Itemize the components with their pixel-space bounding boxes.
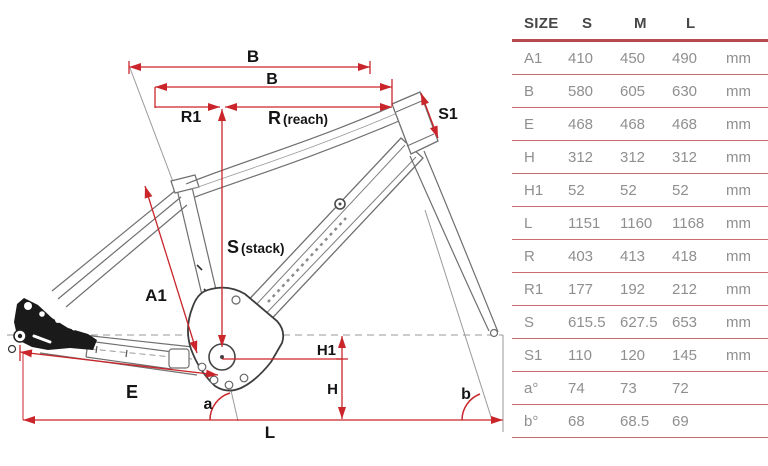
value-s: 468 <box>568 115 594 133</box>
row-label: H <box>524 148 535 166</box>
value-s: 1151 <box>568 214 601 232</box>
dim-label-r: R <box>268 108 281 128</box>
unit: mm <box>726 148 751 166</box>
table-row <box>512 75 768 108</box>
value-s: 403 <box>568 247 594 265</box>
unit: mm <box>726 313 751 331</box>
value-m: 1160 <box>620 214 653 232</box>
value-m: 468 <box>620 115 646 133</box>
table-row <box>512 240 768 273</box>
table-header <box>512 7 768 42</box>
value-m: 52 <box>620 181 637 199</box>
down-tube-battery <box>241 138 423 328</box>
row-label: S1 <box>524 346 543 364</box>
value-l: 312 <box>672 148 698 166</box>
value-m: 312 <box>620 148 646 166</box>
table-row <box>512 108 768 141</box>
dim-label-r1: R1 <box>180 109 202 126</box>
row-label: S <box>524 313 535 331</box>
unit: mm <box>726 49 751 67</box>
row-label: E <box>524 115 535 133</box>
unit: mm <box>726 346 751 364</box>
value-s: 312 <box>568 148 594 166</box>
value-m: 627.5 <box>620 313 658 331</box>
value-s: 110 <box>568 346 592 364</box>
header-size-m: M <box>634 14 647 32</box>
table-row <box>512 207 768 240</box>
unit: mm <box>726 181 751 199</box>
table-row <box>512 42 768 75</box>
dim-label-r-sub: (reach) <box>283 112 329 127</box>
value-s: 615.5 <box>568 313 606 331</box>
unit: mm <box>726 115 751 133</box>
table-row <box>512 339 768 372</box>
value-s: 410 <box>568 49 594 67</box>
dim-label-l: L <box>264 423 276 442</box>
value-l: 630 <box>672 82 698 100</box>
table-row <box>512 405 768 438</box>
table-row <box>512 306 768 339</box>
dim-label-angle-a: a <box>203 396 213 413</box>
header-size-l: L <box>686 14 696 32</box>
value-l: 72 <box>672 379 689 397</box>
row-label: L <box>524 214 533 232</box>
value-m: 413 <box>620 247 646 265</box>
geometry-table <box>512 7 768 438</box>
dim-label-a1: A1 <box>145 286 167 305</box>
row-label: a° <box>524 379 539 397</box>
unit: mm <box>726 280 751 298</box>
dim-label-h1: H1 <box>316 342 336 359</box>
header-size: SIZE <box>524 14 559 32</box>
unit: mm <box>726 214 751 232</box>
value-l: 468 <box>672 115 698 133</box>
value-l: 1168 <box>672 214 705 232</box>
dim-label-b-outer: B <box>246 47 260 66</box>
value-l: 653 <box>672 313 698 331</box>
row-label: R1 <box>524 280 544 298</box>
table-row <box>512 372 768 405</box>
value-s: 580 <box>568 82 594 100</box>
rear-dropout <box>9 298 98 353</box>
value-l: 69 <box>672 412 689 430</box>
dim-label-s1: S1 <box>438 106 458 123</box>
value-l: 490 <box>672 49 698 67</box>
unit: mm <box>726 247 751 265</box>
value-l: 212 <box>672 280 698 298</box>
value-s: 177 <box>568 280 594 298</box>
dim-label-e: E <box>125 382 139 402</box>
value-s: 52 <box>568 181 585 199</box>
value-m: 450 <box>620 49 646 67</box>
dim-label-h: H <box>327 381 338 398</box>
value-l: 52 <box>672 181 689 199</box>
row-label: R <box>524 247 535 265</box>
value-m: 68.5 <box>620 412 650 430</box>
row-label: b° <box>524 412 539 430</box>
value-s: 74 <box>568 379 585 397</box>
value-l: 418 <box>672 247 698 265</box>
table-row <box>512 273 768 306</box>
header-size-s: S <box>582 14 593 32</box>
dim-label-s: S <box>227 237 240 257</box>
dim-label-s-sub: (stack) <box>241 241 285 256</box>
value-m: 120 <box>620 346 646 364</box>
value-l: 145 <box>672 346 698 364</box>
row-label: A1 <box>524 49 543 67</box>
value-m: 192 <box>620 280 646 298</box>
value-s: 68 <box>568 412 585 430</box>
table-row <box>512 174 768 207</box>
unit: mm <box>726 82 751 100</box>
dim-label-b-inner: B <box>266 71 278 88</box>
row-label: H1 <box>524 181 544 199</box>
dim-label-angle-b: b <box>461 386 471 403</box>
value-m: 605 <box>620 82 646 100</box>
fork <box>410 151 498 337</box>
row-label: B <box>524 82 535 100</box>
value-m: 73 <box>620 379 637 397</box>
table-row <box>512 141 768 174</box>
